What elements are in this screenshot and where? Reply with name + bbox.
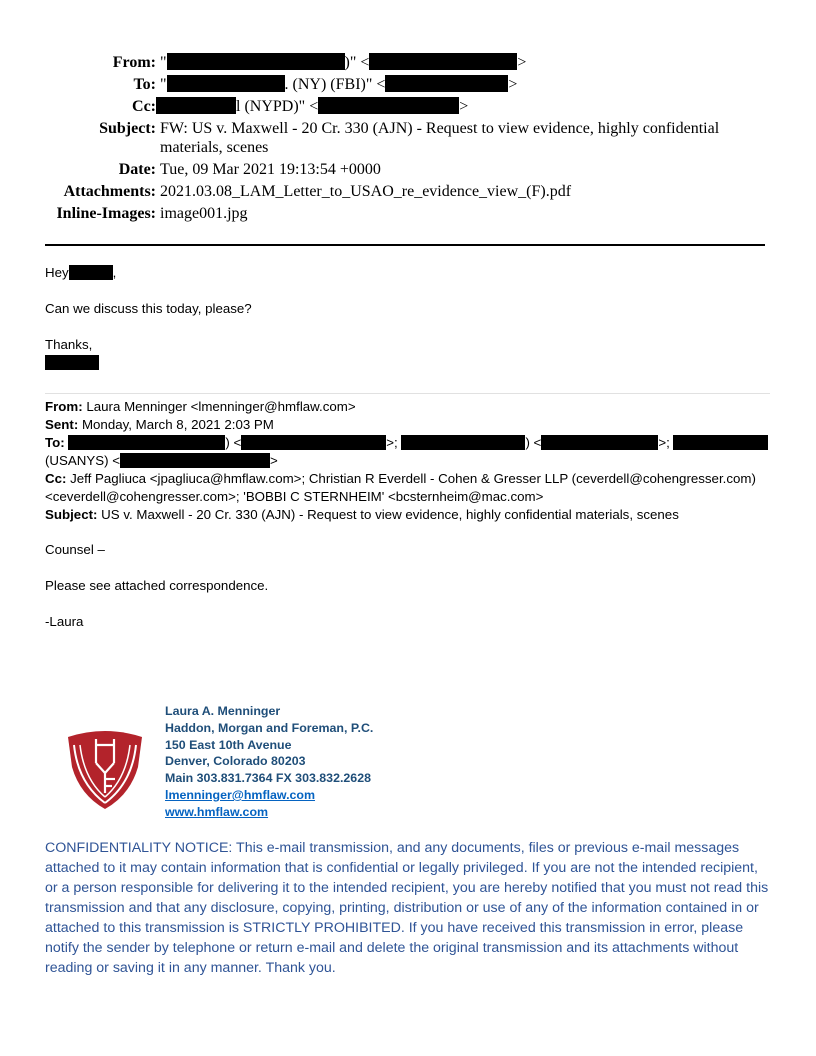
fwd-sent: Monday, March 8, 2021 2:03 PM xyxy=(81,417,274,432)
from-label: From: xyxy=(112,54,156,71)
reply-line: Can we discuss this today, please? xyxy=(45,301,252,316)
signature-firm: Haddon, Morgan and Foreman, P.C. xyxy=(165,720,374,735)
date-label: Date: xyxy=(118,161,156,178)
redaction-block xyxy=(167,53,345,70)
greeting: Hey , xyxy=(45,265,117,280)
signature-name: Laura A. Menninger xyxy=(165,704,281,718)
redaction-block xyxy=(120,453,270,468)
subject-value: FW: US v. Maxwell - 20 Cr. 330 (AJN) - Request to view evidence, highly confidential materials, scenes xyxy=(160,120,720,156)
header-date-row xyxy=(0,160,816,179)
cc-value: l (NYPD)" < > xyxy=(160,97,816,116)
redaction-block xyxy=(401,435,525,450)
fwd-cc: Jeff Pagliuca <jpagliuca@hmflaw.com>; Christian R Everdell - Cohen & Gresser LLP (ceverdell@cohengresser.com) <ceverdell@cohengresser.com>; 'BOBBI C STERNHEIM' <bcsternheim@mac.com> xyxy=(45,471,756,504)
header-inline-images-row xyxy=(0,204,816,223)
cc-label: Cc: xyxy=(132,98,156,115)
redaction-block xyxy=(318,97,459,114)
fwd-cc-row: Cc: Jeff Pagliuca <jpagliuca@hmflaw.com>; Christian R Everdell - Cohen & Gresser LLP (ceverdell@cohengresser.com) <ceverdell@cohengresser.com>; 'BOBBI C STERNHEIM' <bcsternheim@mac.com> xyxy=(45,471,756,504)
redaction-block xyxy=(673,435,768,450)
to-value: " . (NY) (FBI)" < > xyxy=(160,76,518,93)
redaction-block xyxy=(68,435,225,450)
header-divider xyxy=(45,244,765,246)
closing: Thanks, xyxy=(45,337,93,352)
fwd-subject: US v. Maxwell - 20 Cr. 330 (AJN) - Request to view evidence, highly confidential materials, scenes xyxy=(101,507,679,522)
fwd-subject-row: Subject: US v. Maxwell - 20 Cr. 330 (AJN) - Request to view evidence, highly confidential materials, scenes xyxy=(45,507,679,522)
redaction-block xyxy=(167,75,285,92)
header-from-row xyxy=(0,53,816,72)
signature-address1: 150 East 10th Avenue xyxy=(165,737,292,752)
signature-email-link[interactable]: lmenninger@hmflaw.com xyxy=(165,787,316,802)
signoff: -Laura xyxy=(45,614,84,629)
inline-images-label: Inline-Images: xyxy=(56,205,156,222)
header-attachments-row xyxy=(0,182,816,201)
redaction-block xyxy=(241,435,386,450)
header-subject-row xyxy=(0,119,816,157)
attachment-link[interactable]: 2021.03.08_LAM_Letter_to_USAO_re_evidence_view_(F).pdf xyxy=(160,183,572,200)
fwd-sent-row: Sent: Monday, March 8, 2021 2:03 PM xyxy=(45,417,274,432)
redaction-block xyxy=(156,97,236,114)
confidentiality-notice: CONFIDENTIALITY NOTICE: This e-mail transmission, and any documents, files or previous e-mail messages attached to it may contain information that is confidential or legally privileged. If you are not the intended recipient, or a person responsible for delivering it to the intended recipient, you are hereby notified that you must not read this transmission and that any disclosure, copying, printing, distribution or use of any of the information contained in or attached to this transmission is STRICTLY PROHIBITED. If you have received this transmission in error, please notify the sender by telephone or return e-mail and delete the original transmission and its attachments without reading or saving it in any manner. Thank you. xyxy=(45,840,769,976)
to-label: To: xyxy=(133,76,156,93)
email-signature xyxy=(165,703,373,821)
attachments-label: Attachments: xyxy=(63,183,156,200)
redaction-block xyxy=(69,265,113,280)
forwarded-message xyxy=(45,541,770,631)
header-cc-row xyxy=(0,97,816,116)
reply-body xyxy=(45,264,770,372)
date-value: Tue, 09 Mar 2021 19:13:54 +0000 xyxy=(160,161,381,178)
header-to-row xyxy=(0,75,816,94)
email-header xyxy=(0,53,816,226)
from-value: " )" < > xyxy=(160,54,527,71)
signer-redacted xyxy=(45,354,770,372)
redaction-block xyxy=(385,75,508,92)
message-body: Please see attached correspondence. xyxy=(45,578,269,593)
hmf-shield-logo-icon xyxy=(60,723,150,811)
subject-label: Subject: xyxy=(99,120,156,137)
salutation: Counsel – xyxy=(45,542,105,557)
fwd-from-row: From: Laura Menninger <lmenninger@hmflaw.com> xyxy=(45,399,356,414)
forward-divider xyxy=(45,393,770,394)
redaction-block xyxy=(45,355,99,370)
signature-phone: Main 303.831.7364 FX 303.832.2628 xyxy=(165,771,371,786)
redaction-block xyxy=(541,435,658,450)
fwd-from: Laura Menninger <lmenninger@hmflaw.com> xyxy=(86,399,356,414)
signature-website-link[interactable]: www.hmflaw.com xyxy=(165,804,269,819)
redaction-block xyxy=(369,53,517,70)
signature-address2: Denver, Colorado 80203 xyxy=(165,754,306,769)
fwd-to-row: To: ) < >; ) < >; (USANYS) < > xyxy=(45,434,770,470)
forwarded-header xyxy=(45,398,770,524)
inline-image-link[interactable]: image001.jpg xyxy=(160,205,248,222)
